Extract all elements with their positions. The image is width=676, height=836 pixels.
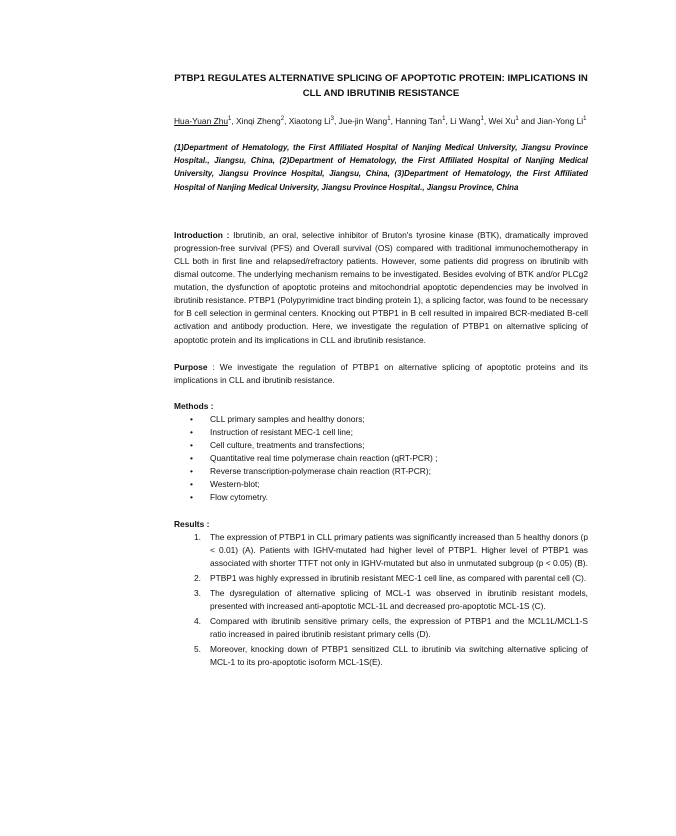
- methods-item-text: Reverse transcription-polymerase chain reaction (RT-PCR);: [210, 466, 431, 477]
- author-affiliation-mark: 1: [442, 116, 446, 123]
- methods-item: [174, 465, 588, 478]
- methods-item: [174, 439, 588, 452]
- author-affiliation-mark: 1: [228, 116, 232, 123]
- co-authors: , Xinqi Zheng$^2$, Xiaotong Li$^3$, Jue-jin Wang$^1$, Hanning Tan$^1$, Li Wang$^1$, Wei Xu$^1$: [231, 116, 519, 126]
- results-heading: Results :: [174, 518, 210, 529]
- results-item: [174, 531, 588, 570]
- co-author-name: Xiaotong Li: [288, 116, 331, 126]
- introduction-paragraph: [174, 229, 588, 347]
- results-list: [174, 531, 588, 670]
- results-item-number: 2.: [194, 572, 201, 583]
- author-affiliation-mark: 3: [330, 116, 334, 123]
- last-author: Jian-Yong Li: [537, 116, 584, 126]
- purpose-paragraph: [174, 361, 588, 387]
- results-item-text: Moreover, knocking down of PTBP1 sensitized CLL to ibrutinib via switching alternative splicing of MCL-1 to its pro-apoptotic isoform MCL-1S(E).: [210, 644, 588, 668]
- affiliations: (1)Department of Hematology, the First Affiliated Hospital of Nanjing Medical University, Jiangsu Province Hospital., Jiangsu, China, (2)Department of Hematology, the First Affiliated Hospital of Nanjing Medical University, Jiangsu Province Hospital, Jiangsu, China, (3)Department of Hematology, the First Affiliated Hospital of Nanjing Medical University, Jiangsu Province Hospital., Jiangsu Province, China: [174, 143, 588, 192]
- results-item-text: The dysregulation of alternative splicing of MCL-1 was observed in ibrutinib resistant models, presented with increased anti-apoptotic MCL-1L and decreased pro-apoptotic MCL-1S (C).: [210, 587, 588, 611]
- author-affiliation-mark: 2: [280, 116, 285, 123]
- methods-item: [174, 478, 588, 491]
- co-author-name: Wei Xu: [488, 116, 516, 126]
- first-author: Hua-Yuan Zhu: [174, 116, 229, 126]
- bullet-icon: •: [190, 440, 193, 451]
- results-item: [174, 572, 588, 585]
- introduction-text: Ibrutinib, an oral, selective inhibitor of Bruton's tyrosine kinase (BTK), dramatically improved progression-free survival (PFS) and Overall survival (OS) compared with traditional immunochemotherapy in CLL both in first line and relapsed/refractory patients. However, some patients did progress on ibrutinib with dismal outcome. The underlying mechanism remains to be investigated. Besides evolving of BTK and/or PLCg2 mutation, the dysfunction of apoptotic proteins and mitochondrial apoptotic dependencies may be involved in ibrutinib resistance. PTBP1 (Polypyrimidine tract binding protein 1), a splicing factor, was found to be necessary for B cell selection in germinal centers. Knocking out PTBP1 in B cell resulted in impaired BCR-mediated B-cell activation and antibody production. Here, we investigate the regulation of PTBP1 on alternative splicing of apoptotic protein and its implications in CLL and ibrutinib resistance.: [174, 229, 588, 345]
- bullet-icon: •: [190, 479, 193, 490]
- methods-item: [174, 413, 588, 426]
- abstract-page: [174, 72, 588, 671]
- methods-item-text: Cell culture, treatments and transfections;: [210, 440, 365, 451]
- methods-list: [174, 413, 588, 505]
- purpose-text: : We investigate the regulation of PTBP1 on alternative splicing of apoptotic proteins and its implications in CLL and ibrutinib resistance.: [174, 361, 588, 385]
- purpose-label: Purpose: [174, 361, 208, 372]
- co-author-name: Li Wang: [450, 116, 481, 126]
- co-author-name: Hanning Tan: [395, 116, 443, 126]
- results-item-text: The expression of PTBP1 in CLL primary patients was significantly increased than 5 healthy donors (p < 0.01) (A). Patients with IGHV-mutated had higher level of PTBP1. Higher level of PTBP1 was associated with shorter TTFT not only in IGHV-mutated but also in unmutated subgroup (p < 0.05) (B).: [210, 531, 588, 568]
- author-affiliation-mark: 1: [387, 116, 391, 123]
- bullet-icon: •: [190, 492, 193, 503]
- bullet-icon: •: [190, 413, 193, 424]
- bullet-icon: •: [190, 426, 193, 437]
- author-affiliation-mark: 1: [515, 116, 519, 123]
- methods-item-text: Flow cytometry.: [210, 492, 269, 503]
- results-item-number: 1.: [194, 531, 201, 542]
- methods-heading: Methods :: [174, 400, 214, 411]
- methods-item-text: Quantitative real time polymerase chain reaction (qRT-PCR) ;: [210, 453, 438, 464]
- results-item: [174, 643, 588, 669]
- methods-item: [174, 426, 588, 439]
- results-item-number: 4.: [194, 616, 201, 627]
- methods-item-text: Western-blot;: [210, 479, 260, 490]
- co-author-name: Jue-jin Wang: [338, 116, 388, 126]
- bullet-icon: •: [190, 466, 193, 477]
- paper-title: PTBP1 REGULATES ALTERNATIVE SPLICING OF APOPTOTIC PROTEIN: IMPLICATIONS IN CLL AND IBRUTINIB RESISTANCE: [174, 73, 588, 99]
- methods-item: [174, 491, 588, 504]
- author-affiliation-mark: 1: [480, 116, 484, 123]
- results-item-number: 5.: [194, 644, 201, 655]
- results-item: [174, 587, 588, 613]
- results-item-text: Compared with ibrutinib sensitive primary cells, the expression of PTBP1 and the MCL1L/MCL1-S ratio increased in paired ibrutinib resistant primary cells (D).: [210, 616, 588, 640]
- methods-item: [174, 452, 588, 465]
- methods-item-text: Instruction of resistant MEC-1 cell line;: [210, 426, 353, 437]
- and-word: and: [521, 116, 536, 126]
- co-author-name: Xinqi Zheng: [236, 116, 281, 126]
- bullet-icon: •: [190, 453, 193, 464]
- author-affiliation-mark: 1: [583, 116, 587, 123]
- author-list: [174, 115, 588, 128]
- results-item-text: PTBP1 was highly expressed in ibrutinib resistant MEC-1 cell line, as compared with parental cell (C).: [210, 572, 587, 583]
- introduction-label: Introduction :: [174, 229, 230, 240]
- methods-item-text: CLL primary samples and healthy donors;: [210, 413, 365, 424]
- results-item-number: 3.: [194, 587, 201, 598]
- results-item: [174, 615, 588, 641]
